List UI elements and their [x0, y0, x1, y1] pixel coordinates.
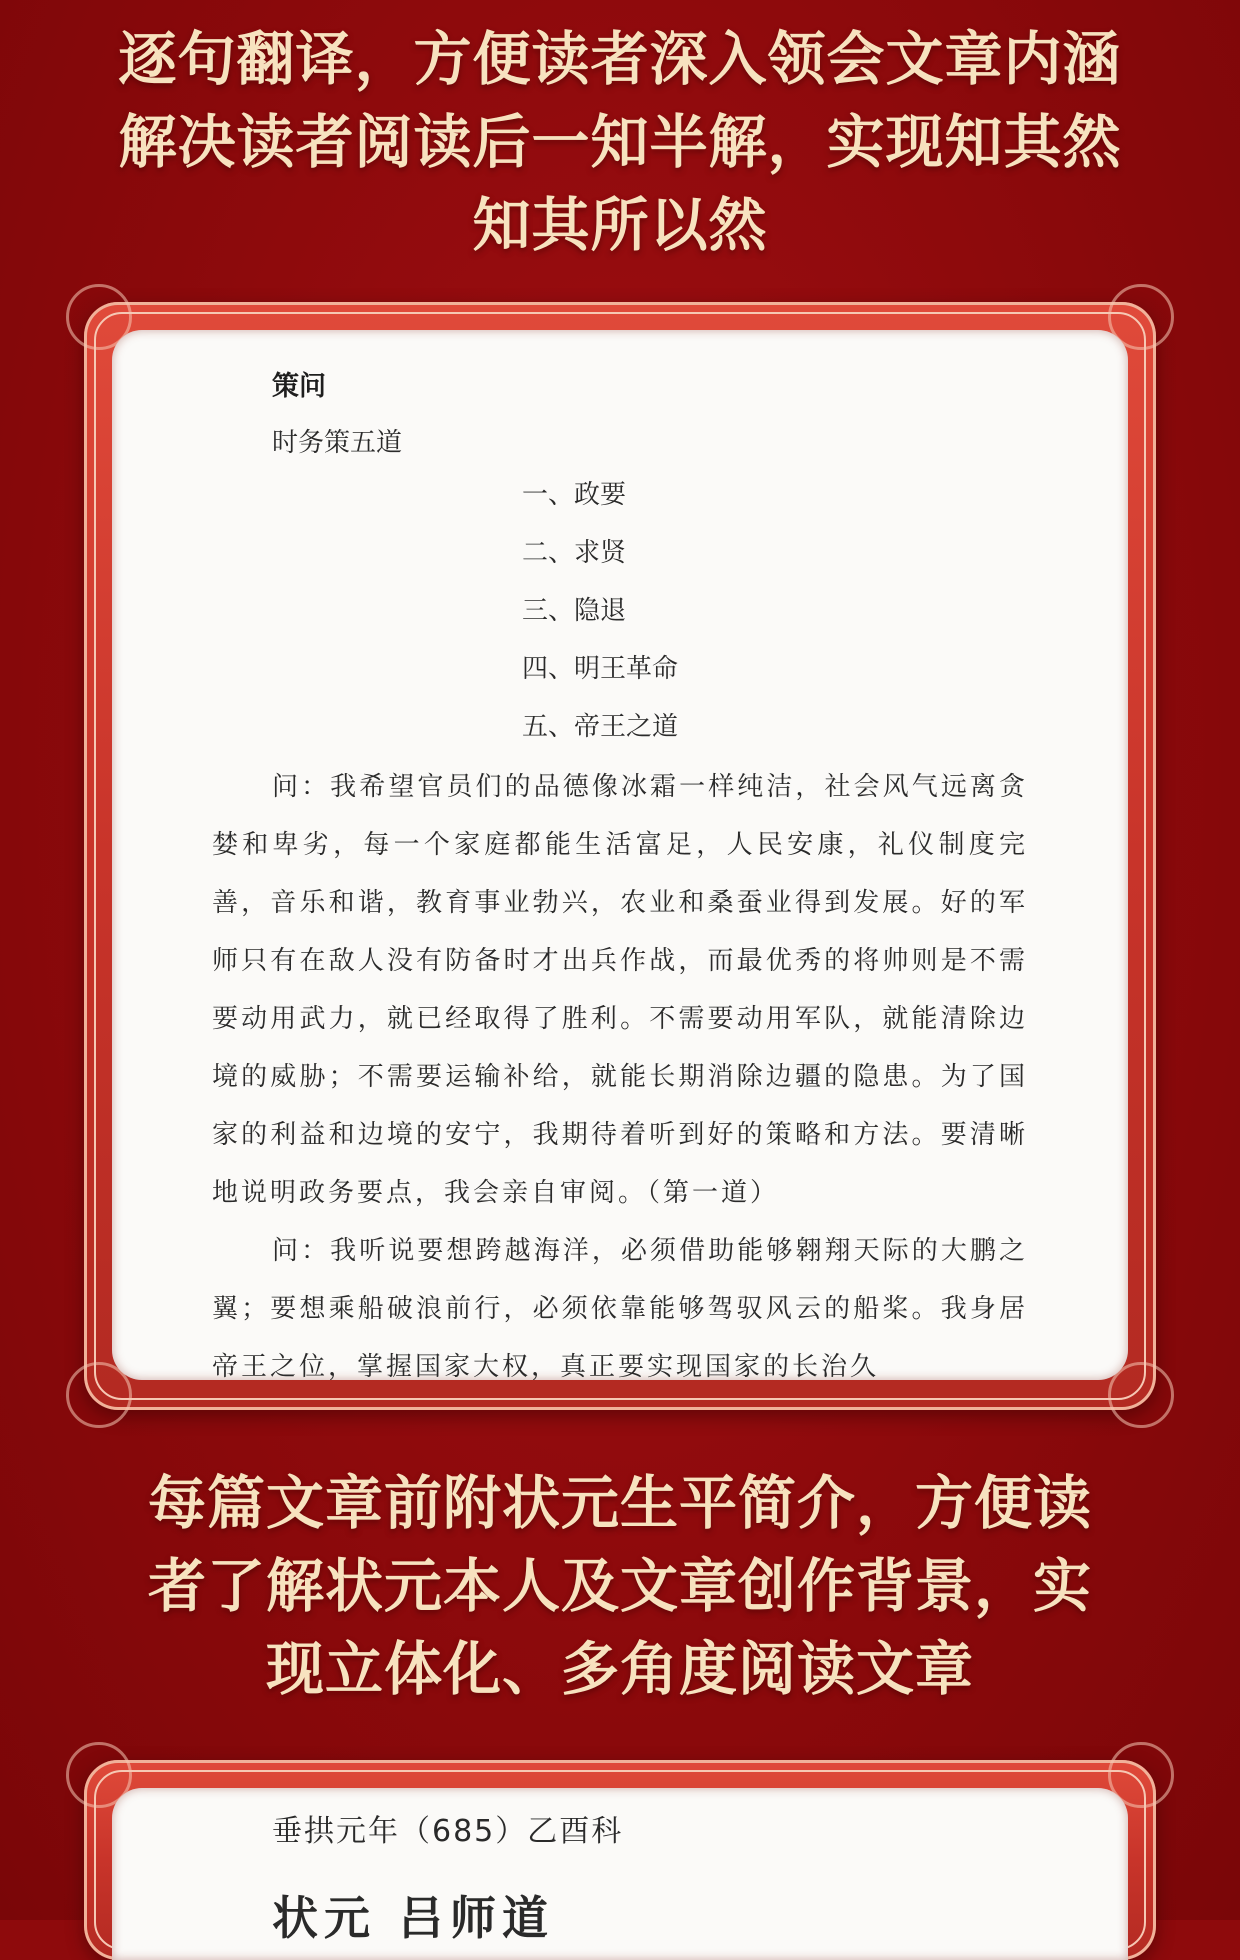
topic-list-item: 四、明王革命 [522, 654, 679, 684]
document-body-2 [272, 1806, 992, 1948]
headline-bottom-line-2: 者了解状元本人及文章创作背景，实 [147, 1552, 1092, 1620]
topic-list-item: 五、帝王之道 [522, 712, 679, 742]
topic-list-item: 二、求贤 [522, 538, 627, 568]
document-page-1 [112, 330, 1128, 1380]
headline-top-line-2: 解决读者阅读后一知半解，实现知其然 [118, 108, 1122, 176]
exam-year-line: 垂拱元年（685）乙酉科 [272, 1814, 624, 1849]
document-heading: 策问 [272, 371, 326, 402]
headline-bottom-line-1: 每篇文章前附状元生平简介，方便读 [147, 1469, 1092, 1537]
document-subheading: 时务策五道 [272, 428, 403, 458]
document-page-2 [112, 1788, 1128, 1960]
topic-list-item: 三、隐退 [522, 596, 627, 626]
topic-list [522, 480, 678, 770]
document-paragraph-1: 问：我希望官员们的品德像冰霜一样纯洁，社会风气远离贪婪和卑劣，每一个家庭都能生活富足，人民安康，礼仪制度完善，音乐和谐，教育事业勃兴，农业和桑蚕业得到发展。好的军师只有在敌人没有防备时才出兵作战，而最优秀的将帅则是不需要动用武力，就已经取得了胜利。不需要动用军队，就能清除边境的威胁；不需要运输补给，就能长期消除边疆的隐患。为了国家的利益和边境的安宁，我期待着听到好的策略和方法。要清晰地说明政务要点，我会亲自审阅。（第一道） [212, 772, 1028, 1208]
headline-top-line-1: 逐句翻译，方便读者深入领会文章内涵 [118, 25, 1122, 93]
headline-top [0, 18, 1240, 267]
scholar-title: 状元 吕师道 [272, 1891, 555, 1945]
document-frame-2 [84, 1760, 1156, 1960]
document-paragraph-2: 问：我听说要想跨越海洋，必须借助能够翱翔天际的大鹏之翼；要想乘船破浪前行，必须依靠能够驾驭风云的船桨。我身居帝王之位，掌握国家大权，真正要实现国家的长治久 [212, 1236, 1028, 1380]
topic-list-item: 一、政要 [522, 480, 627, 510]
headline-bottom-line-3: 现立体化、多角度阅读文章 [265, 1635, 974, 1703]
headline-bottom [0, 1462, 1240, 1711]
headline-top-line-3: 知其所以然 [472, 191, 768, 259]
document-frame-1 [84, 302, 1156, 1410]
